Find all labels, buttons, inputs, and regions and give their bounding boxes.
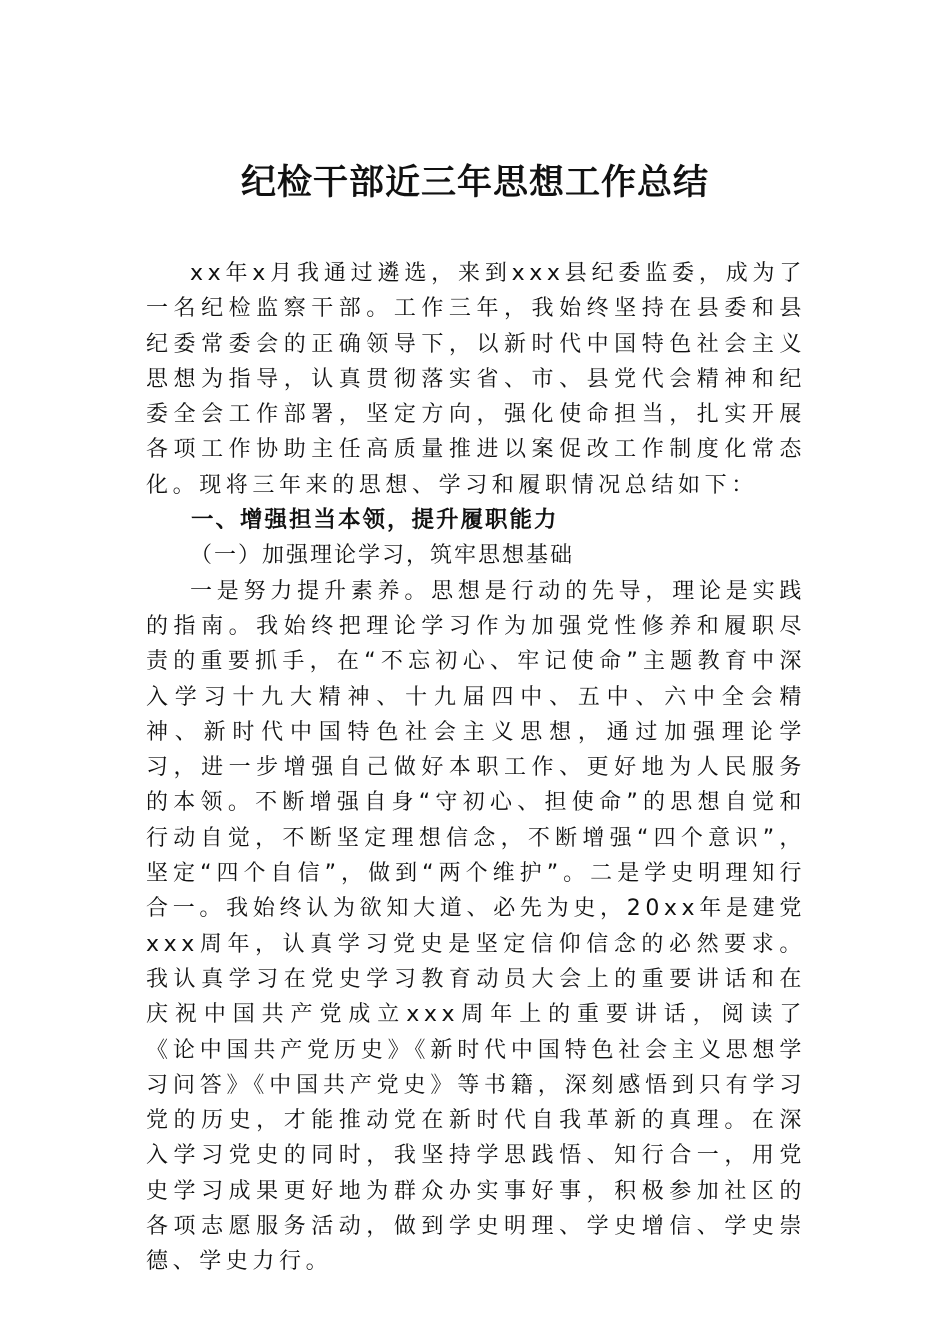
intro-paragraph: xx年x月我通过遴选，来到xxx县纪委监委，成为了一名纪检监察干部。工作三年，我始终坚持在县委和县纪委常委会的正确领导下，以新时代中国特色社会主义思想为指导，认真贯彻落实省、市、县党代会精神和纪委全会工作部署，坚定方向，强化使命担当，扎实开展各项工作协助主任高质量推进以案促改工作制度化常态化。现将三年来的思想、学习和履职情况总结如下： — [146, 261, 806, 498]
subsection-heading: （一）加强理论学习，筑牢思想基础 — [190, 543, 575, 569]
document-body — [146, 256, 806, 1280]
body-paragraph: 一是努力提升素养。思想是行动的先导，理论是实践的指南。我始终把理论学习作为加强党性修养和履职尽责的重要抓手，在“不忘初心、牢记使命”主题教育中深入学习十九大精神、十九届四中、五中、六中全会精神、新时代中国特色社会主义思想，通过加强理论学习，进一步增强自己做好本职工作、更好地为人民服务的本领。不断增强自身“守初心、担使命”的思想自觉和行动自觉，不断坚定理想信念，不断增强“四个意识”，坚定“四个自信”，做到“两个维护”。二是学史明理知行合一。我始终认为欲知大道、必先为史，20xx年是建党xxx周年，认真学习党史是坚定信仰信念的必然要求。我认真学习在党史学习教育动员大会上的重要讲话和在庆祝中国共产党成立xxx周年上的重要讲话，阅读了《论中国共产党历史》《新时代中国特色社会主义思想学习问答》《中国共产党史》等书籍，深刻感悟到只有学习党的历史，才能推动党在新时代自我革新的真理。在深入学习党史的同时，我坚持学思践悟、知行合一，用党史学习成果更好地为群众办实事好事，积极参加社区的各项志愿服务活动，做到学史明理、学史增信、学史崇德、学史力行。 — [146, 578, 806, 1275]
section-heading: 一、增强担当本领，提升履职能力 — [191, 507, 559, 534]
document-title: 纪检干部近三年思想工作总结 — [240, 162, 709, 203]
